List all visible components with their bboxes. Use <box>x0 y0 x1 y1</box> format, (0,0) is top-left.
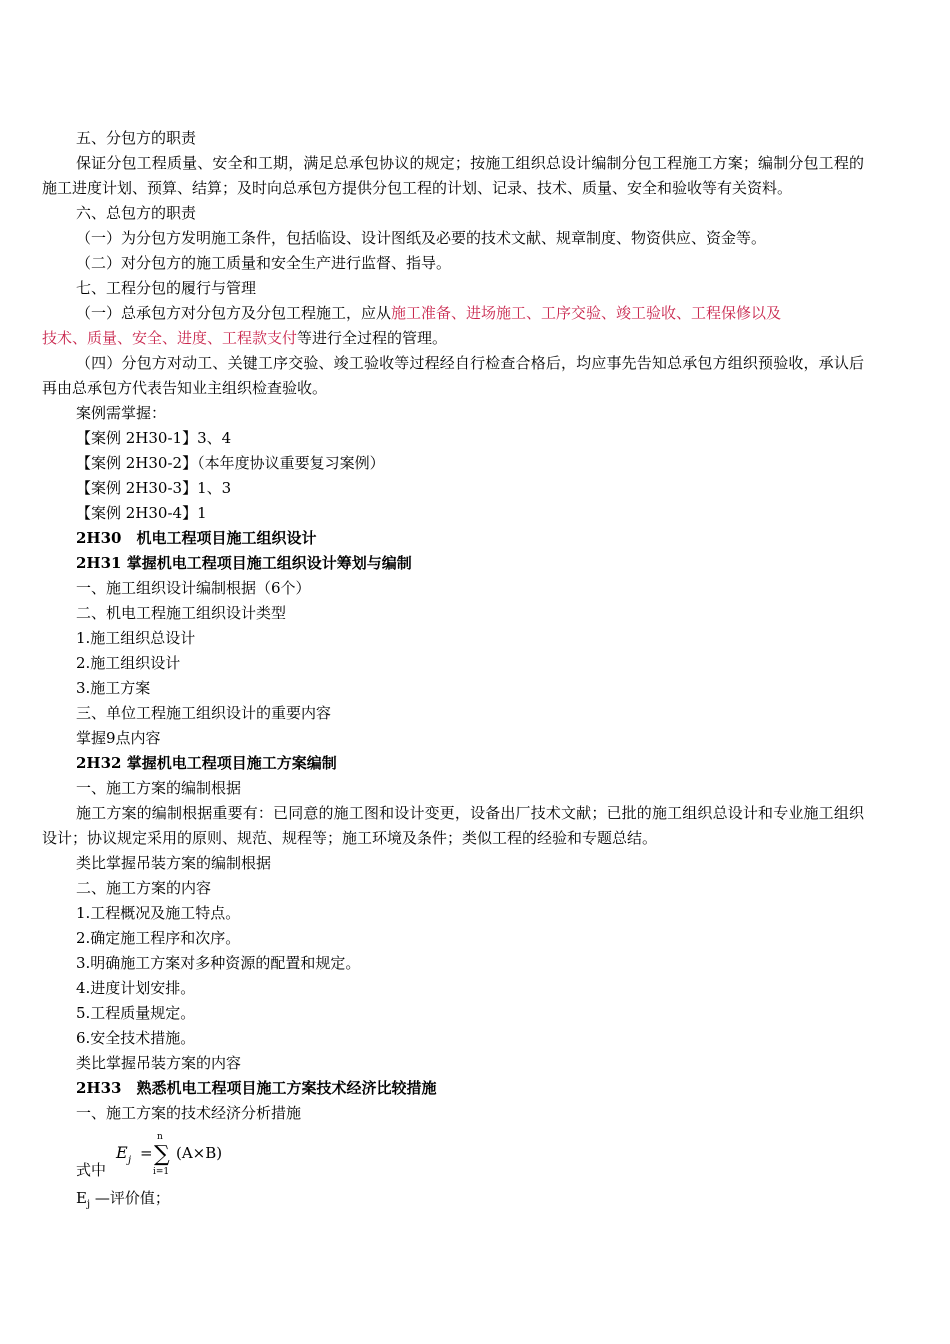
h32-item-2-5: 5.工程质量规定。 <box>76 1004 196 1022</box>
h32-item-2-4: 4.进度计划安排。 <box>76 979 196 997</box>
formula-upper-limit: n <box>157 1132 163 1142</box>
highlight-management-stages: 施工准备、进场施工、工序交验、竣工验收、工程保修以及 <box>391 304 782 322</box>
formula-lhs-sub: j <box>128 1155 132 1166</box>
heading-2h33: 2H33 熟悉机电工程项目施工方案技术经济比较措施 <box>76 1079 437 1097</box>
h31-item-1: 一、施工组织设计编制根据（6个） <box>76 579 311 597</box>
h31-item-3-note: 掌握9点内容 <box>76 729 161 747</box>
heading-2h30: 2H30 机电工程项目施工组织设计 <box>76 529 317 547</box>
h32-item-2-note: 类比掌握吊装方案的内容 <box>76 1054 242 1072</box>
formula-equals: = <box>140 1144 153 1162</box>
section-6-item-2: （二）对分包方的施工质量和安全生产进行监督、指导。 <box>76 254 452 272</box>
section-6-item-1: （一）为分包方发明施工条件，包括临设、设计图纸及必要的技术文献、规章制度、物资供应、资金等。 <box>76 229 767 247</box>
h31-item-2-3: 3.施工方案 <box>76 679 151 697</box>
h31-item-3: 三、单位工程施工组织设计的重要内容 <box>76 704 332 722</box>
formula-sigma: ∑ <box>154 1142 170 1167</box>
h32-item-2-6: 6.安全技术措施。 <box>76 1029 196 1047</box>
h31-item-2-2: 2.施工组织设计 <box>76 654 181 672</box>
formula-label: 式中 <box>76 1161 107 1179</box>
h32-item-1: 一、施工方案的编制根据 <box>76 779 242 797</box>
heading-2h31: 2H31 掌握机电工程项目施工组织设计筹划与编制 <box>76 554 412 572</box>
section-7-title: 七、工程分包的履行与管理 <box>76 279 257 297</box>
case-3: 【案例 2H30-3】1、3 <box>76 479 232 497</box>
section-6-title: 六、总包方的职责 <box>76 204 197 222</box>
h31-item-2-1: 1.施工组织总设计 <box>76 629 196 647</box>
h33-item-1: 一、施工方案的技术经济分析措施 <box>76 1104 302 1122</box>
h31-item-2: 二、机电工程施工组织设计类型 <box>76 604 287 622</box>
highlight-management-aspects: 技术、质量、安全、进度、工程款支付 <box>42 329 298 347</box>
h32-item-1-note: 类比掌握吊装方案的编制根据 <box>76 854 272 872</box>
section-5-paragraph: 保证分包工程质量、安全和工期，满足总承包协议的规定；按施工组织总设计编制分包工程施工方案；编制分包工程的施工进度计划、预算、结算；及时向总承包方提供分包工程的计划、记录、技术、质量、安全和验收等有关资料。 <box>42 154 864 197</box>
document-page <box>42 126 864 1211</box>
cases-title: 案例需掌握： <box>76 404 167 422</box>
h32-item-2-2: 2.确定施工程序和次序。 <box>76 929 241 947</box>
formula-lhs: E <box>116 1143 128 1162</box>
evaluation-formula <box>42 1126 864 1186</box>
h32-item-2-1: 1.工程概况及施工特点。 <box>76 904 241 922</box>
formula-lower-limit: i=1 <box>153 1167 170 1177</box>
ej-definition: $E_j$ —评价值； <box>76 1189 170 1210</box>
case-4: 【案例 2H30-4】1 <box>76 504 207 522</box>
h32-item-2-3: 3.明确施工方案对多种资源的配置和规定。 <box>76 954 361 972</box>
formula-body: (A×B) <box>176 1144 223 1162</box>
case-1: 【案例 2H30-1】3、4 <box>76 429 232 447</box>
section-7-item-4: （四）分包方对动工、关键工序交验、竣工验收等过程经自行检查合格后，均应事先告知总承包方组织预验收，承认后再由总承包方代表告知业主组织检查验收。 <box>42 354 864 397</box>
h32-item-2: 二、施工方案的内容 <box>76 879 212 897</box>
section-7-item-1: （一）总承包方对分包方及分包工程施工，应从施工准备、进场施工、工序交验、竣工验收、工程保修以及 技术、质量、安全、进度、工程款支付等进行全过程的管理。 <box>42 304 782 347</box>
section-5-title: 五、分包方的职责 <box>76 129 197 147</box>
formula-graphic <box>42 1126 302 1186</box>
h32-item-1-paragraph: 施工方案的编制根据重要有：已同意的施工图和设计变更，设备出厂技术文献；已批的施工组织总设计和专业施工组织设计；协议规定采用的原则、规范、规程等；施工环境及条件；类似工程的经验和专题总结。 <box>42 804 864 847</box>
heading-2h32: 2H32 掌握机电工程项目施工方案编制 <box>76 754 337 772</box>
case-2: 【案例 2H30-2】（本年度协议重要复习案例） <box>76 454 385 472</box>
